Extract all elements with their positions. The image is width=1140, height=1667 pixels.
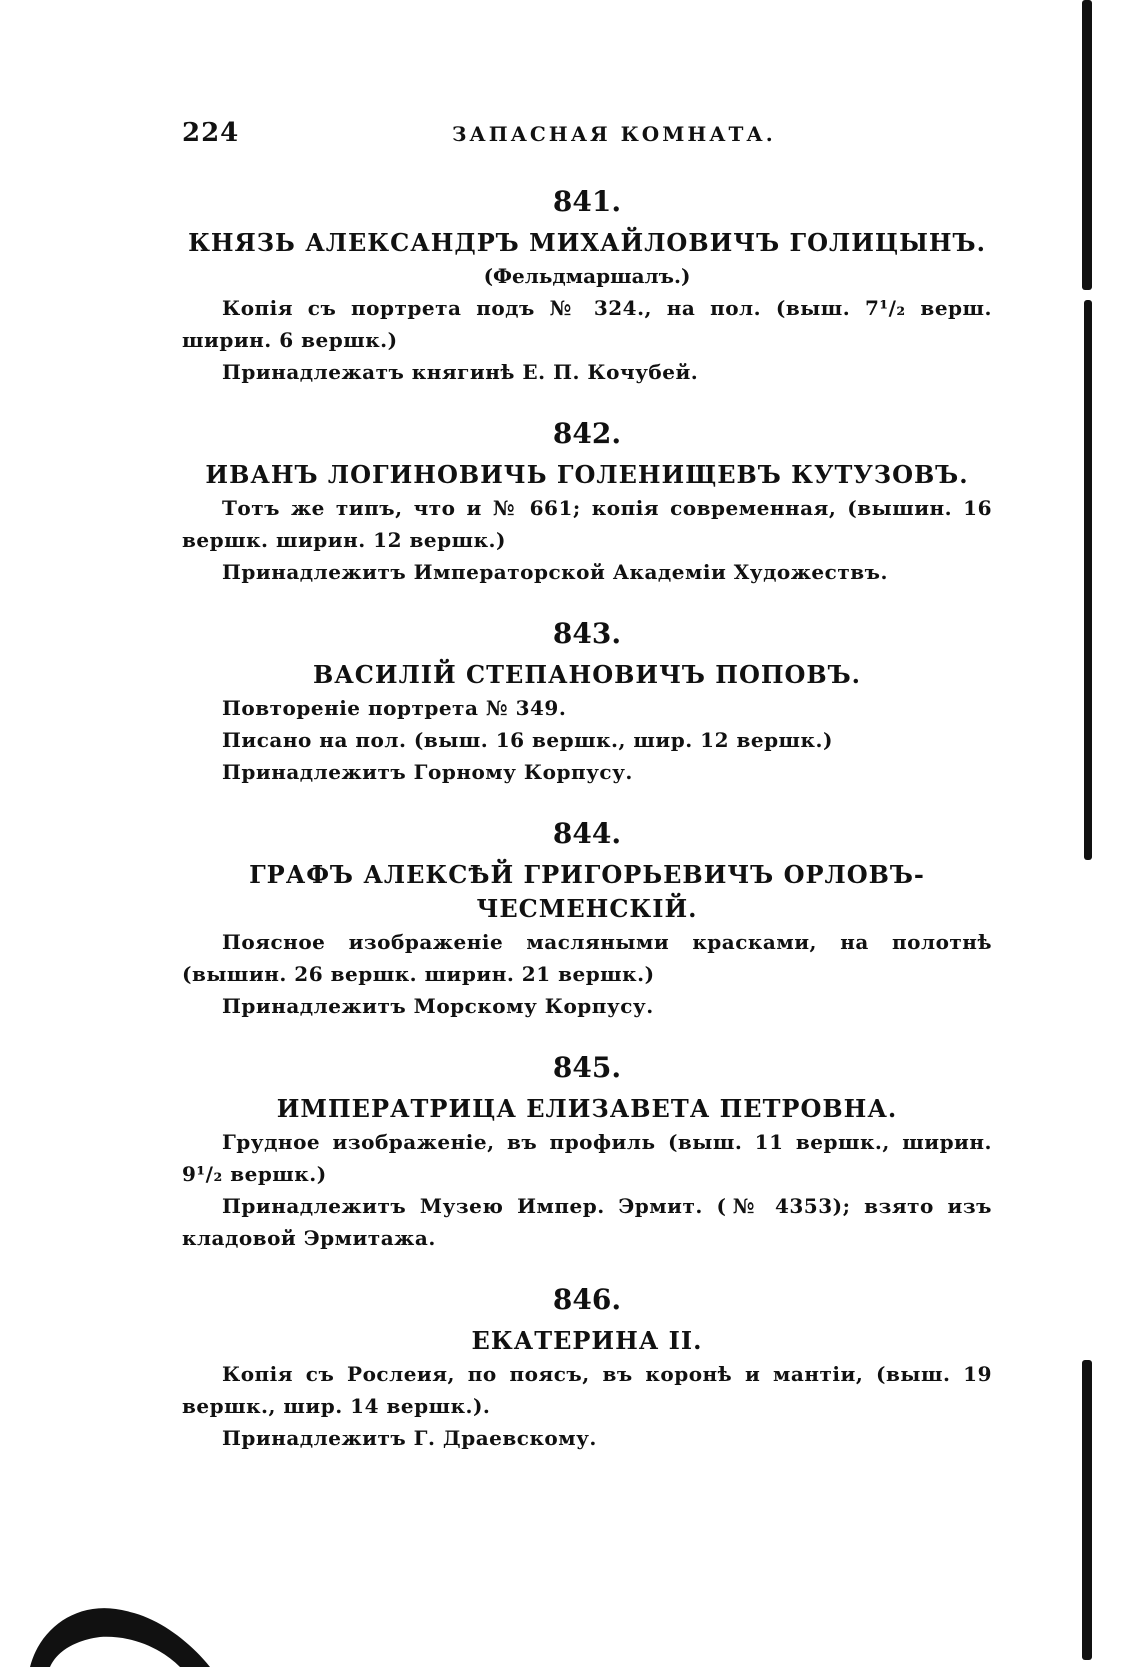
entry-name: ЕКАТЕРИНА II. xyxy=(471,1326,703,1355)
edge-shadow-segment xyxy=(1084,300,1092,860)
entry-description: Копія съ портрета подъ № 324., на пол. (выш. 7¹/₂ верш. ширин. 6 вершк.) xyxy=(182,296,992,352)
entry-owner: Принадлежитъ Императорской Академіи Художествъ. xyxy=(222,560,888,584)
entry-description: Писано на пол. (выш. 16 вершк., шир. 12 вершк.) xyxy=(222,728,833,752)
entry-owner: Принадлежитъ Г. Драевскому. xyxy=(222,1426,597,1450)
entry-owner: Принадлежитъ Музею Импер. Эрмит. (№ 4353); взято изъ кладовой Эрмитажа. xyxy=(182,1194,992,1250)
catalog-entry xyxy=(182,1048,992,1254)
catalog-entry xyxy=(182,414,992,588)
page-number: 224 xyxy=(182,118,240,148)
ink-blot-mark xyxy=(20,1557,210,1667)
entry-number: 846. xyxy=(552,1283,622,1316)
entry-name: ИВАНЪ ЛОГИНОВИЧЬ ГОЛЕНИЩЕВЪ КУТУЗОВЪ. xyxy=(205,460,969,489)
running-title: ЗАПАСНАЯ КОМНАТА. xyxy=(452,122,776,146)
entry-description: Повтореніе портрета № 349. xyxy=(222,696,567,720)
edge-shadow-segment xyxy=(1082,0,1092,290)
entry-owner: Принадлежитъ Горному Корпусу. xyxy=(222,760,633,784)
entry-name: КНЯЗЬ АЛЕКСАНДРЪ МИХАЙЛОВИЧЪ ГОЛИЦЫНЪ. xyxy=(188,228,986,257)
page-edge-shadow xyxy=(1082,0,1096,1667)
entry-number: 844. xyxy=(552,817,622,850)
entry-number: 841. xyxy=(552,185,622,218)
entry-number: 842. xyxy=(552,417,622,450)
entry-number: 843. xyxy=(552,617,622,650)
page-header xyxy=(182,118,1002,158)
catalog-entry xyxy=(182,614,992,788)
catalog-entry xyxy=(182,814,992,1022)
entry-description: Грудное изображеніе, въ профиль (выш. 11 вершк., ширин. 9¹/₂ вершк.) xyxy=(182,1130,992,1186)
entry-description: Тотъ же типъ, что и № 661; копія современная, (вышин. 16 вершк. ширин. 12 вершк.) xyxy=(182,496,992,552)
entry-number: 845. xyxy=(552,1051,622,1084)
catalog-entries xyxy=(182,182,992,1480)
catalog-entry xyxy=(182,1280,992,1454)
entry-name: ИМПЕРАТРИЦА ЕЛИЗАВЕТА ПЕТРОВНА. xyxy=(276,1094,898,1123)
entry-description: Копія съ Рослеия, по поясъ, въ коронѣ и мантіи, (выш. 19 вершк., шир. 14 вершк.). xyxy=(182,1362,992,1418)
entry-owner: Принадлежитъ Морскому Корпусу. xyxy=(222,994,654,1018)
entry-subtitle: (Фельдмаршалъ.) xyxy=(483,264,691,288)
edge-shadow-segment xyxy=(1082,1360,1092,1660)
entry-name: ГРАФЪ АЛЕКСѢЙ ГРИГОРЬЕВИЧЪ ОРЛОВЪ-ЧЕСМЕНСКІЙ. xyxy=(249,860,925,923)
catalog-entry xyxy=(182,182,992,388)
entry-owner: Принадлежатъ княгинѣ Е. П. Кочубей. xyxy=(222,360,699,384)
entry-description: Поясное изображеніе масляными красками, на полотнѣ (вышин. 26 вершк. ширин. 21 вершк.) xyxy=(182,930,992,986)
entry-name: ВАСИЛІЙ СТЕПАНОВИЧЪ ПОПОВЪ. xyxy=(312,660,862,689)
